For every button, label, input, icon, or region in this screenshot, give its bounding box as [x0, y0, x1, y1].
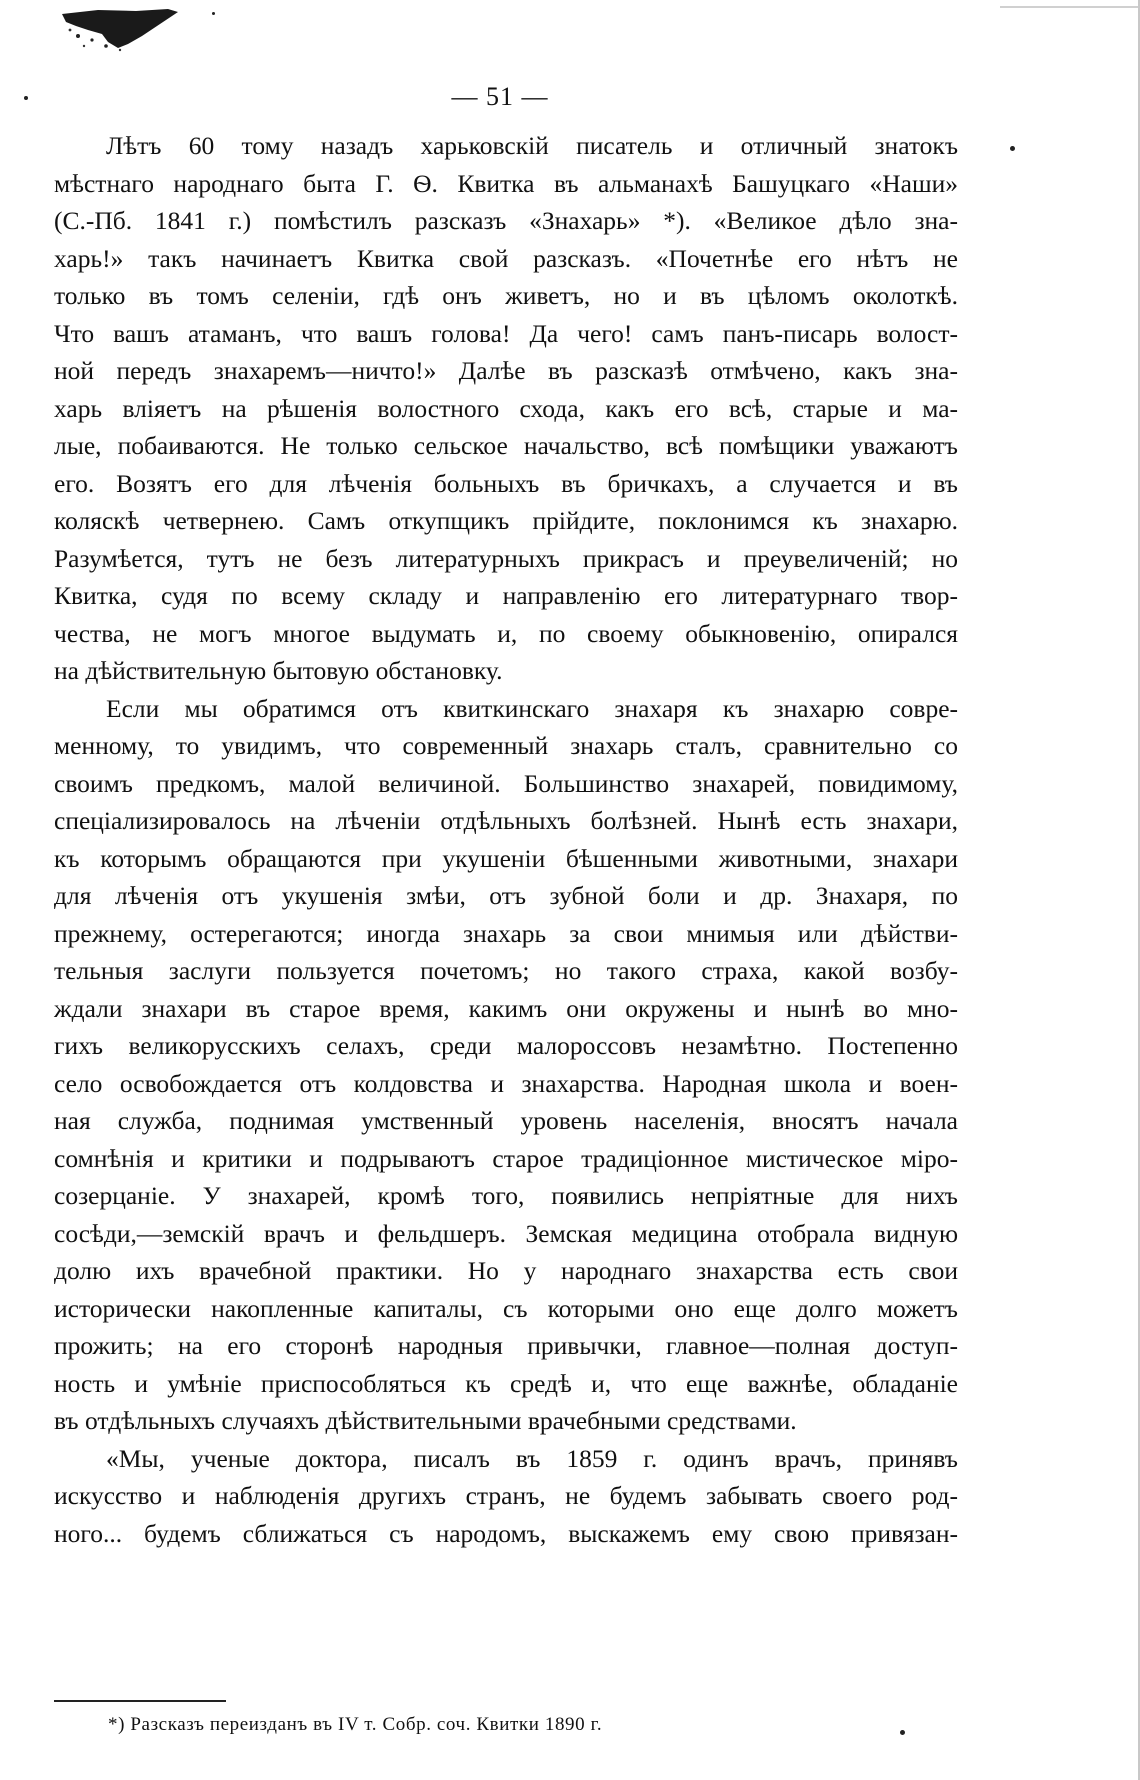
ink-blot-mark [58, 6, 182, 52]
text-line: Квитка, судя по всему складу и направленію его литературнаго твор- [54, 581, 958, 610]
text-line: Лѣтъ 60 тому назадъ харьковскій писатель и отличный знатокъ [106, 131, 958, 160]
text-line: прожить; на его сторонѣ народныя привычки, главное—полная доступ- [54, 1331, 958, 1360]
text-line: для лѣченія отъ укушенія змѣи, отъ зубной боли и др. Знахаря, по [54, 881, 958, 910]
text-line: къ которымъ обращаются при укушеніи бѣшенными животными, знахари [54, 843, 958, 873]
paragraph-3 [54, 1440, 958, 1553]
paragraph-2 [54, 690, 958, 1440]
footnote-divider [54, 1700, 226, 1702]
text-line: долю ихъ врачебной практики. Но у народнаго знахарства есть свои [54, 1256, 958, 1285]
paper-speck [1010, 146, 1015, 151]
text-line: Если мы обратимся отъ квиткинскаго знахаря къ знахарю совре- [106, 693, 958, 723]
main-text [54, 127, 958, 1552]
text-line: ность и умѣніе приспособляться къ средѣ и, что еще важнѣе, обладаніе [54, 1368, 958, 1398]
text-line: харь!» такъ начинаетъ Квитка свой разсказъ. «Почетнѣе его нѣтъ не [54, 243, 958, 273]
text-line: гихъ великорусскихъ селахъ, среди малороссовъ незамѣтно. Постепенно [54, 1031, 958, 1060]
text-line: менному, то увидимъ, что современный знахарь сталъ, сравнительно со [54, 731, 958, 760]
text-line: ная служба, поднимая умственный уровень населенія, вносятъ начала [54, 1106, 958, 1135]
text-line: ной передъ знахаремъ—ничто!» Далѣе въ разсказѣ отмѣчено, какъ зна- [54, 356, 958, 385]
text-line: тельныя заслуги пользуется почетомъ; но такого страха, какой возбу- [54, 956, 958, 985]
text-line: искусство и наблюденія другихъ странъ, не будемъ забывать своего род- [54, 1481, 958, 1510]
text-line: сомнѣнія и критики и подрываютъ старое традиціонное мистическое міро- [54, 1143, 958, 1173]
text-line: село освобождается отъ колдовства и знахарства. Народная школа и воен- [54, 1068, 958, 1098]
text-line: коляскѣ четвернею. Самъ откупщикъ прійдите, поклонимся къ знахарю. [54, 506, 958, 535]
text-line: чества, не могъ многое выдумать и, по своему обыкновенію, опирался [54, 618, 958, 648]
text-line: лые, побаиваются. Не только сельское начальство, всѣ помѣщики уважаютъ [54, 431, 958, 460]
text-line: только въ томъ селеніи, гдѣ онъ живетъ, но и въ цѣломъ околоткѣ. [54, 281, 958, 310]
text-line: исторически накопленные капиталы, съ которыми оно еще долго можетъ [54, 1293, 958, 1323]
paragraph-1 [54, 127, 958, 690]
text-line: прежнему, остерегаются; иногда знахарь за свои мнимыя или дѣйстви- [54, 918, 958, 948]
page-number: — 51 — [451, 82, 549, 111]
footnote: *) Разсказъ переизданъ въ IV т. Собр. соч. Квитки 1890 г. [108, 1714, 603, 1735]
paper-speck [900, 1730, 905, 1735]
text-line: на дѣйствительную бытовую обстановку. [54, 656, 503, 685]
text-line: ного... будемъ сближаться съ народомъ, выскажемъ ему свою привязан- [54, 1518, 958, 1548]
text-line: «Мы, ученые доктора, писалъ въ 1859 г. одинъ врачъ, принявъ [106, 1443, 958, 1473]
page-edge-line [1000, 6, 1140, 8]
text-line: своимъ предкомъ, малой величиной. Большинство знахарей, повидимому, [54, 768, 958, 798]
text-line: Разумѣется, тутъ не безъ литературныхъ прикрасъ и преувеличеній; но [54, 543, 958, 573]
text-line: (С.-Пб. 1841 г.) помѣстилъ разсказъ «Знахарь» *). «Великое дѣло зна- [54, 206, 958, 235]
text-line: ждали знахари въ старое время, какимъ они окружены и нынѣ во мно- [54, 993, 958, 1023]
text-line: его. Возятъ его для лѣченія больныхъ въ бричкахъ, а случается и въ [54, 468, 958, 498]
paper-speck [212, 12, 215, 15]
text-line: харь вліяетъ на рѣшенія волостного схода, какъ его всѣ, старые и ма- [54, 393, 958, 423]
text-line: Что вашъ атаманъ, что вашъ голова! Да чего! самъ панъ-писарь волост- [54, 318, 958, 348]
text-line: спеціализировалось на лѣченіи отдѣльныхъ болѣзней. Нынѣ есть знахари, [54, 806, 958, 835]
text-line: въ отдѣльныхъ случаяхъ дѣйствительными врачебными средствами. [54, 1406, 797, 1435]
text-line: созерцаніе. У знахарей, кромѣ того, появились непріятные для нихъ [54, 1181, 958, 1210]
text-line: сосѣди,—земскій врачъ и фельдшеръ. Земская медицина отобрала видную [54, 1218, 958, 1248]
text-line: мѣстнаго народнаго быта Г. Ѳ. Квитка въ альманахѣ Башуцкаго «Наши» [54, 168, 958, 198]
